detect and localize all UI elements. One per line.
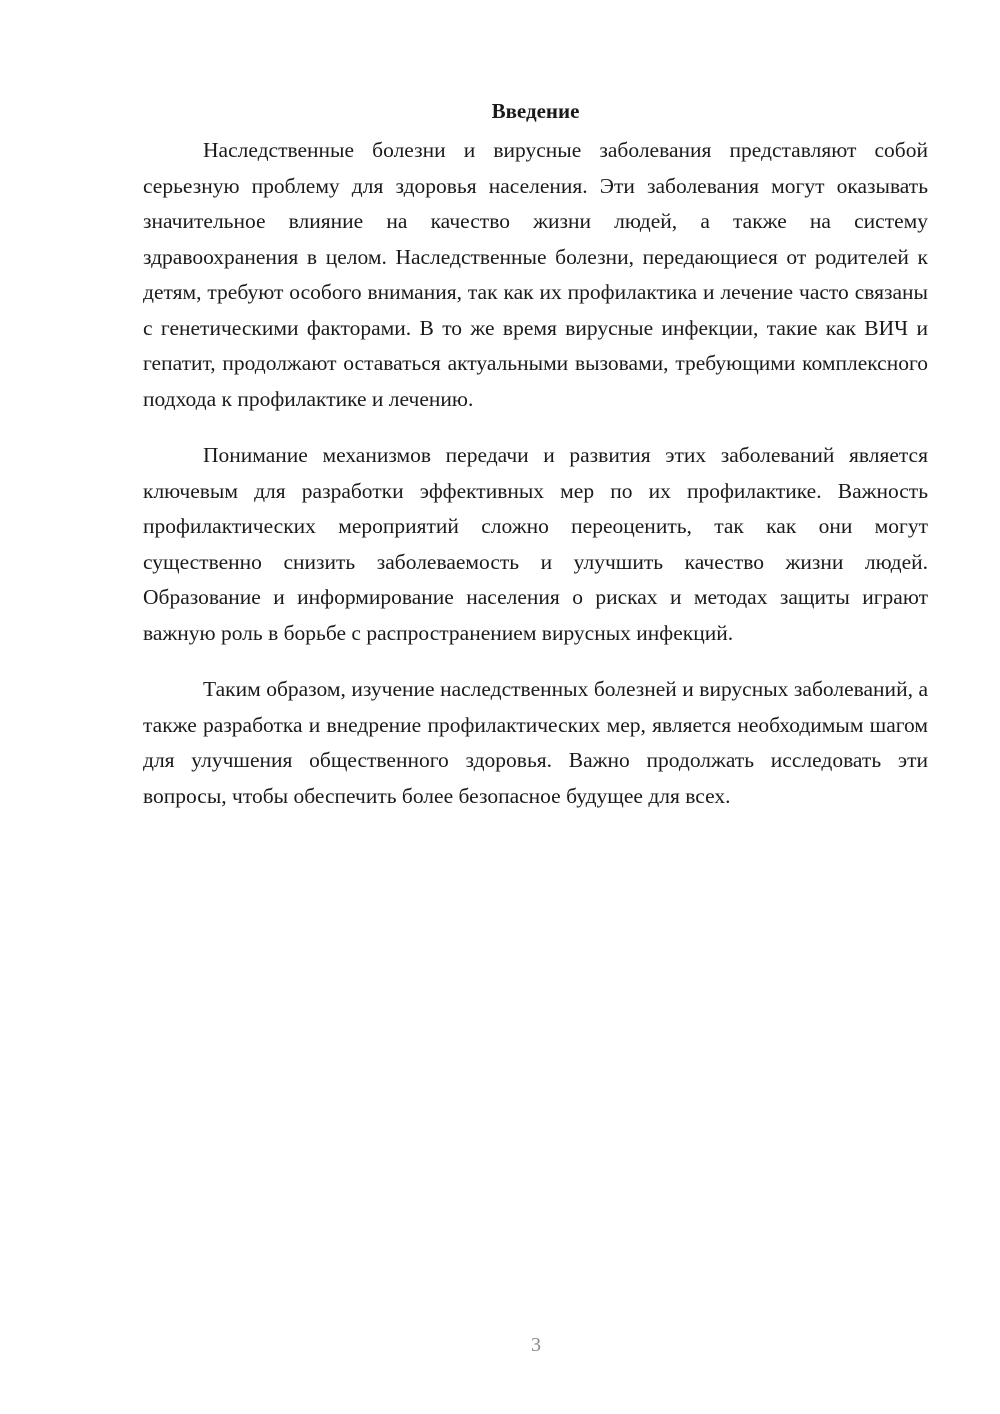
paragraph-3: Таким образом, изучение наследственных болезней и вирусных заболеваний, а также разработка и внедрение профилактических мер, является необходимым шагом для улучшения общественного здоровья. Важно продолжать исследовать эти вопросы, чтобы обеспечить более безопасное будущее для всех.: [143, 677, 928, 808]
paragraph-2: Понимание механизмов передачи и развития этих заболеваний является ключевым для разработки эффективных мер по их профилактике. Важность профилактических мероприятий сложно переоценить, так как они могут существенно снизить заболеваемость и улучшить качество жизни людей. Образование и информирование населения о рисках и методах защиты играют важную роль в борьбе с распространением вирусных инфекций.: [143, 443, 928, 645]
page-content: [143, 96, 928, 835]
section-heading: Введение: [491, 99, 580, 123]
paragraph-1: Наследственные болезни и вирусные заболевания представляют собой серьезную проблему для здоровья населения. Эти заболевания могут оказывать значительное влияние на качество жизни людей, а также на систему здравоохранения в целом. Наследственные болезни, передающиеся от родителей к детям, требуют особого внимания, так как их профилактика и лечение часто связаны с генетическими факторами. В то же время вирусные инфекции, такие как ВИЧ и гепатит, продолжают оставаться актуальными вызовами, требующими комплексного подхода к профилактике и лечению.: [143, 138, 928, 411]
page-number: 3: [531, 1334, 541, 1356]
